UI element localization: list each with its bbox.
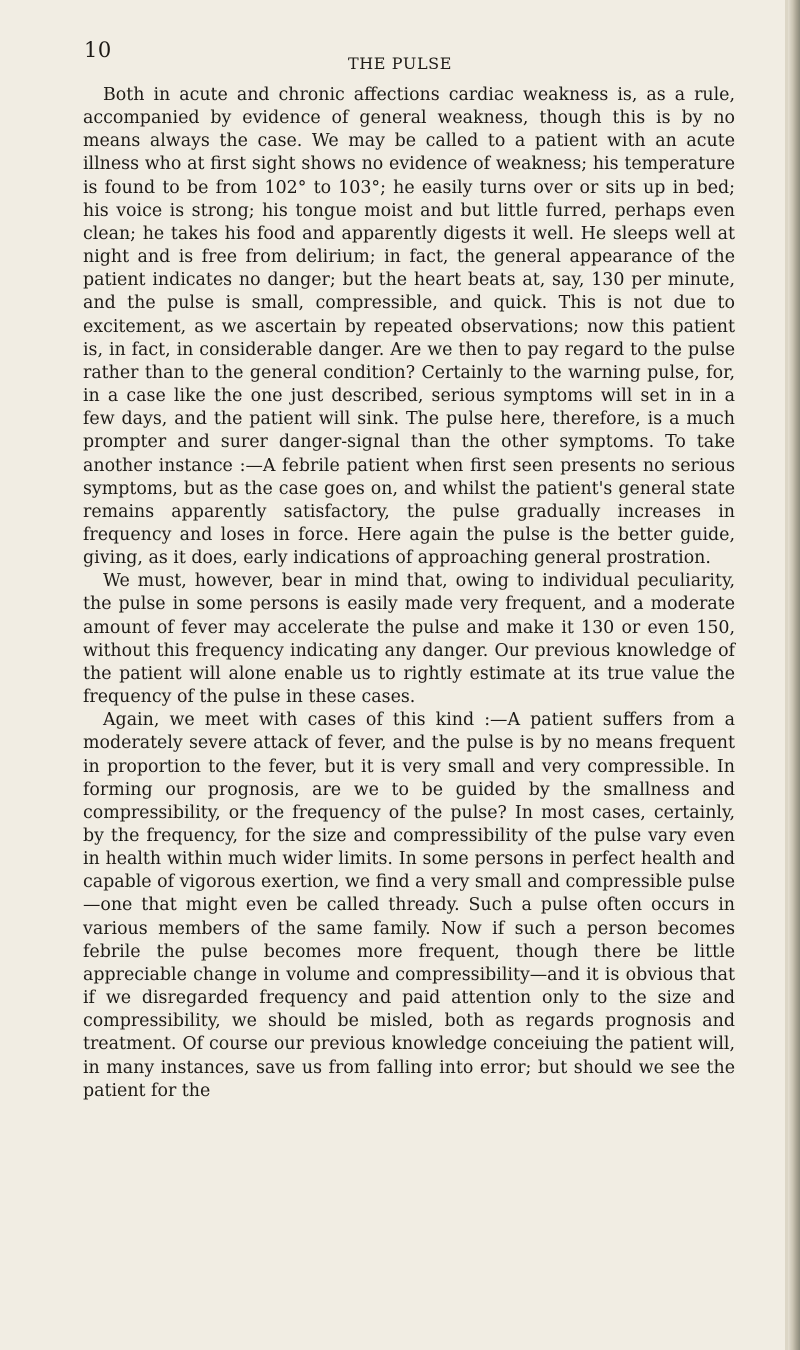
running-head: THE PULSE bbox=[347, 54, 453, 73]
page-number: 10 bbox=[84, 38, 112, 62]
paragraph: Again, we meet with cases of this kind :—A patient suffers from a moderately severe attack of fever, and the pulse is by no means frequent in proportion to the fever, but it is very small and very compressible. In forming our prognosis, are we to be guided by the smallness and compressibility, or the frequency of the pulse? In most cases, certainly, by the frequency, for the size and compressibility of the pulse vary even in health within much wider limits. In some persons in perfect health and capable of vigorous exertion, we find a very small and compressible pulse—one that might even be called thready. Such a pulse often occurs in various members of the same family. Now if such a person becomes febrile the pulse becomes more frequent, though there be little appreciable change in volume and compressibility—and it is obvious that if we disregarded frequency and paid attention only to the size and compressibility, we should be misled, both as regards prognosis and treatment. Of course our previous knowledge conceiuing the patient will, in many instances, save us from falling into error; but should we see the patient for the bbox=[83, 710, 735, 1101]
book-spine-shadow bbox=[788, 0, 800, 1350]
body-text bbox=[83, 84, 735, 1103]
paragraph: Both in acute and chronic affections cardiac weakness is, as a rule, accompanied by evidence of general weakness, though this is by no means always the case. We may be called to a patient with an acute illness who at first sight shows no evidence of weakness; his temperature is found to be from 102° to 103°; he easily turns over or sits up in bed; his voice is strong; his tongue moist and but little furred, perhaps even clean; he takes his food and apparently digests it well. He sleeps well at night and is free from delirium; in fact, the general appearance of the patient indicates no danger; but the heart beats at, say, 130 per minute, and the pulse is small, compressible, and quick. This is not due to excitement, as we ascertain by repeated observations; now this patient is, in fact, in considerable danger. Are we then to pay regard to the pulse rather than to the general condition? Certainly to the warning pulse, for, in a case like the one just described, serious symptoms will set in in a few days, and the patient will sink. The pulse here, therefore, is a much prompter and surer danger-signal than the other symptoms. To take another instance :—A febrile patient when first seen presents no serious symptoms, but as the case goes on, and whilst the patient's general state remains apparently satisfactory, the pulse gradually increases in frequency and loses in force. Here again the pulse is the better guide, giving, as it does, early indications of approaching general prostration. bbox=[83, 85, 735, 569]
paragraph: We must, however, bear in mind that, owing to individual peculiarity, the pulse in some persons is easily made very frequent, and a moderate amount of fever may accelerate the pulse and make it 130 or even 150, without this frequency indicating any danger. Our previous knowledge of the patient will alone enable us to rightly estimate at its true value the frequency of the pulse in these cases. bbox=[83, 571, 735, 708]
